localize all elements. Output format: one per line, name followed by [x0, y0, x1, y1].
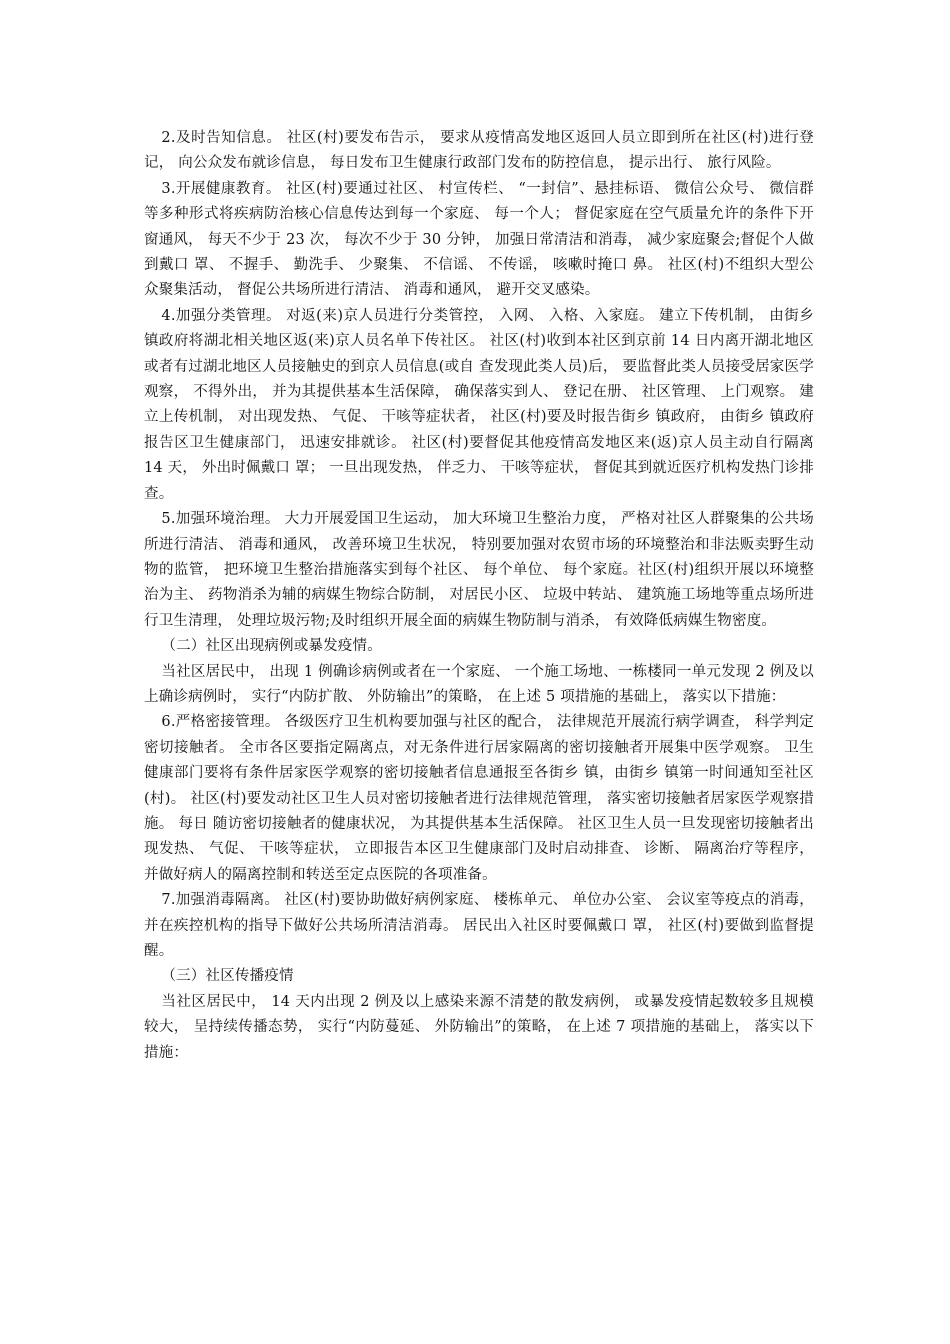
paragraph-health-education: 3.开展健康教育。 社区(村)要通过社区、 村宣传栏、 “一封信”、悬挂标语、 微信公众号、 微信群等多种形式将疾病防治核心信息传达到每一个家庭、 每一个人； 督促家庭在空气质量允许的条件下开窗通风， 每天不少于 23 次， 每次不少于 30 分钟， 加强日常清洁和消毒， 减少家庭聚会;督促个人做到戴口 罩、 不握手、 勤洗手、 少聚集、 不信谣、 不传谣， 咳嗽时掩口 鼻。 社区(村)不组织大型公众聚集活动， 督促公共场所进行清洁、 消毒和通风， 避开交叉感染。 — [144, 180, 814, 299]
paragraph-disinfection-isolation: 7.加强消毒隔离。 社区(村)要协助做好病例家庭、 楼栋单元、 单位办公室、 会议室等疫点的消毒， 并在疾控机构的指导下做好公共场所清洁消毒。 居民出入社区时要佩戴口 罩， 社区(村)要做到监督提醒。 — [144, 892, 814, 959]
paragraph-timely-notice: 2.及时告知信息。 社区(村)要发布告示， 要求从疫情高发地区返回人员立即到所在社区(村)进行登记， 向公众发布就诊信息， 每日发布卫生健康行政部门发布的防控信息， 提示出行、 旅行风险。 — [144, 130, 814, 172]
paragraph-cases-strategy: 当社区居民中， 出现 1 例确诊病例或者在一个家庭、 一个施工场地、一栋楼同一单元发现 2 例及以上确诊病例时， 实行“内防扩散、 外防输出”的策略， 在上述 5 项措施的基础上， 落实以下措施： — [144, 663, 814, 705]
paragraph-transmission-strategy: 当社区居民中， 14 天内出现 2 例及以上感染来源不清楚的散发病例， 或暴发疫情起数较多且规模较大， 呈持续传播态势， 实行“内防蔓延、 外防输出”的策略， 在上述 7 项措施的基础上， 落实以下措施： — [144, 993, 814, 1061]
section-heading-cases-or-outbreak: （二）社区出现病例或暴发疫情。 — [161, 638, 382, 655]
document-body — [144, 126, 814, 1066]
paragraph-close-contact-management: 6.严格密接管理。 各级医疗卫生机构要加强与社区的配合， 法律规范开展流行病学调查， 科学判定密切接触者。 全市各区要指定隔离点，对无条件进行居家隔离的密切接触者开展集中医学观察。 卫生健康部门要将有条件居家医学观察的密切接触者信息通报至各街乡 镇，由街乡 镇第一时间通知至社区(村)。 社区(村)要发动社区卫生人员对密切接触者进行法律规范管理， 落实密切接触者居家医学观察措施。 每日 随访密切接触者的健康状况， 为其提供基本生活保障。 社区卫生人员一旦发现密切接触者出现发热、 气促、 干咳等症状， 立即报告本区卫生健康部门及时启动排查、 诊断、 隔离治疗等程序， 并做好病人的隔离控制和转送至定点医院的各项准备。 — [144, 714, 814, 883]
paragraph-classification-management: 4.加强分类管理。 对返(来)京人员进行分类管控， 入网、 入格、入家庭。 建立下传机制， 由街乡 镇政府将湖北相关地区返(来)京人员名单下传社区。 社区(村)收到本社区到京前 14 日内离开湖北地区或者有过湖北地区人员接触史的到京人员信息(或自 查发现此类人员)后， 要监督此类人员接受居家医学观察， 不得外出， 并为其提供基本生活保障， 确保落实到人、 登记在册、 社区管理、 上门观察。 建立上传机制， 对出现发热、 气促、 干咳等症状者， 社区(村)要及时报告街乡 镇政府， 由街乡 镇政府报告区卫生健康部门， 迅速安排就诊。 社区(村)要督促其他疫情高发地区来(返)京人员主动自行隔离 14 天， 外出时佩戴口 罩； 一旦出现发热， 伴乏力、 干咳等症状， 督促其到就近医疗机构发热门诊排查。 — [144, 307, 814, 502]
section-heading-community-transmission: （三）社区传播疫情 — [161, 968, 294, 985]
paragraph-environment-governance: 5.加强环境治理。 大力开展爱国卫生运动， 加大环境卫生整治力度， 严格对社区人群聚集的公共场所进行清洁、 消毒和通风， 改善环境卫生状况， 特别要加强对农贸市场的环境整治和非法贩卖野生动物的监管， 把环境卫生整治措施落实到每个社区、 每个单位、 每个家庭。社区(村)组织开展以环境整治为主、 药物消杀为辅的病媒生物综合防制， 对居民小区、 垃圾中转站、 建筑施工场地等重点场所进行卫生清理， 处理垃圾污物;及时组织开展全面的病媒生物防制与消杀， 有效降低病媒生物密度。 — [144, 511, 814, 629]
